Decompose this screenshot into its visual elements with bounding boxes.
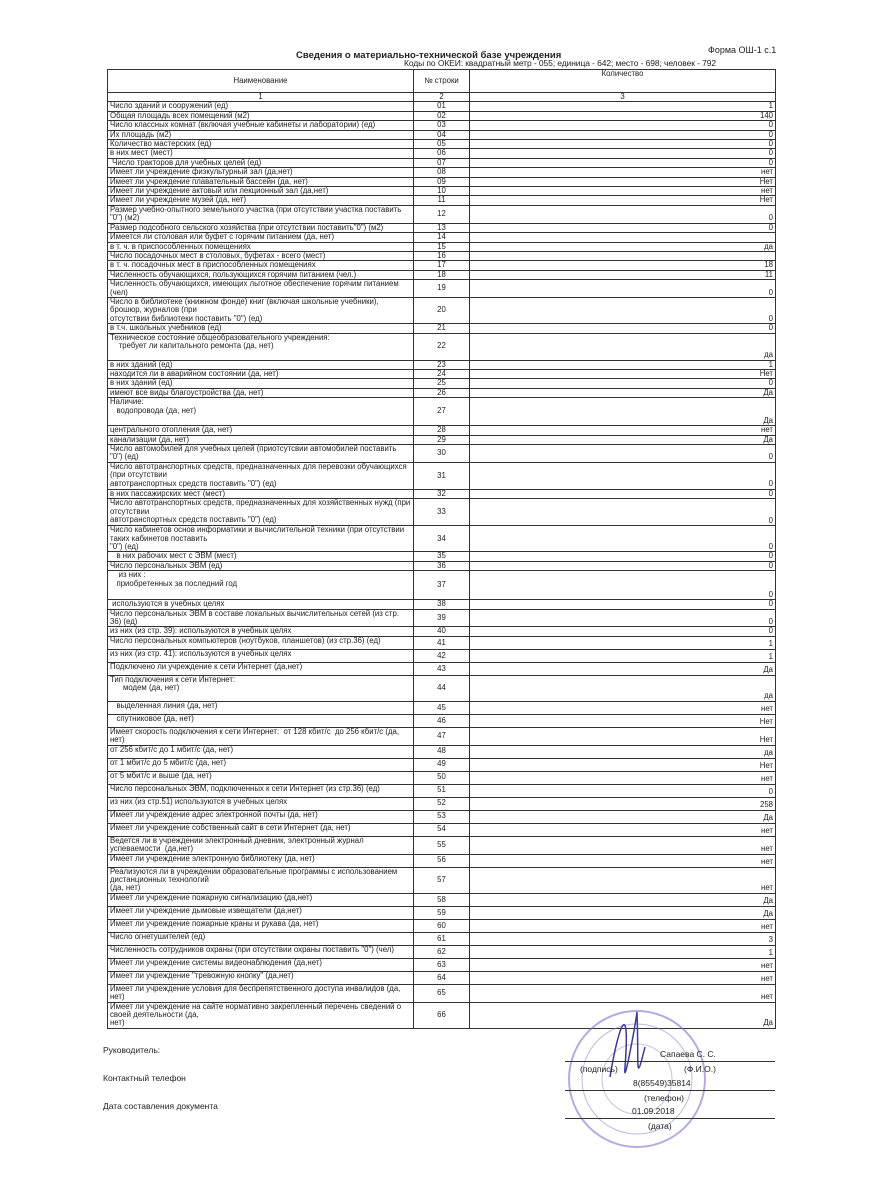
row-number: 20 [414,297,470,323]
signature-caption: (подпись) [580,1063,618,1074]
table-row [108,360,776,369]
table-row [108,388,776,397]
phone-caption: (телефон) [644,1092,685,1103]
row-name: Число зданий и сооружений (ед) [108,102,414,111]
row-number: 45 [414,701,470,714]
table-row [108,280,776,298]
row-name: Число кабинетов основ информатики и вычислительной техники (при отсутствии таких кабинетов поставить "0") (ед) [108,526,414,552]
row-name: Имеет ли учреждение системы видеонаблюдения (да,нет) [108,958,414,971]
row-number: 19 [414,280,470,298]
row-name: Число автомобилей для учебных целей (приотсутсвии автомобилей поставить "0") (ед) [108,445,414,463]
table-row [108,600,776,609]
row-name: Их площадь (м2) [108,130,414,139]
row-value: Нет [470,177,776,186]
row-number: 15 [414,242,470,251]
row-value: нет [470,854,776,867]
row-value: 0 [470,571,776,600]
phone-value: 8(85549)35814 [633,1077,691,1088]
table-row [108,297,776,323]
row-name: центрального отопления (да, нет) [108,426,414,435]
row-name: Имеет ли учреждение плавательный бассейн (да, нет) [108,177,414,186]
row-value: Нет [470,369,776,378]
row-name: из них (из стр. 41): используются в учебных целях [108,649,414,662]
table-row [108,867,776,893]
row-value: 0 [470,149,776,158]
row-value: 18 [470,261,776,270]
row-number: 10 [414,187,470,196]
row-value [470,233,776,242]
row-number: 50 [414,771,470,784]
row-name: в них зданий (ед) [108,379,414,388]
table-row [108,158,776,167]
row-value: 140 [470,111,776,120]
table-row [108,445,776,463]
table-row [108,233,776,242]
table-row [108,102,776,111]
row-number: 22 [414,333,470,360]
row-name: Наличие: водопровода (да, нет) [108,398,414,426]
row-name: Имеет ли учреждение актовый или лекционный зал (да,нет) [108,187,414,196]
row-name: Имеет ли учреждение собственный сайт в сети Интернет (да, нет) [108,823,414,836]
table-row [108,333,776,360]
row-name: Имеет ли учреждение "тревожную кнопку" (да,нет) [108,971,414,984]
row-number: 12 [414,205,470,223]
row-number: 31 [414,462,470,489]
row-number: 36 [414,561,470,570]
row-number: 47 [414,727,470,745]
row-value: Да [470,893,776,906]
row-name: Имеет ли учреждение пожарные краны и рукава (да, нет) [108,919,414,932]
row-name: Число в библиотеке (книжном фонде) книг (включая школьные учебники), брошюр, журналов (при отсутствии библиотеки поставить "0") (ед) [108,297,414,323]
row-number: 56 [414,854,470,867]
table-row [108,462,776,489]
row-value: 0 [470,609,776,627]
table-row [108,836,776,854]
row-value: 11 [470,270,776,279]
row-name: в т. ч. посадочных мест в приспособленных помещениях [108,261,414,270]
row-value: Да [470,388,776,397]
row-name: в них пассажирских мест (мест) [108,489,414,498]
row-name: Число тракторов для учебных целей (ед) [108,158,414,167]
table-row [108,714,776,727]
table-row [108,149,776,158]
row-value: 258 [470,797,776,810]
row-name: Имеет ли учреждение на сайте нормативно закрепленный перечень сведений о своей деятельности (да, нет) [108,1002,414,1028]
material-base-table [107,69,776,1029]
row-name: Количество мастерских (ед) [108,140,414,149]
row-number: 52 [414,797,470,810]
row-name: Имеет ли учреждение адрес электронной почты (да, нет) [108,810,414,823]
table-row [108,140,776,149]
table-row [108,797,776,810]
row-value: Да [470,1002,776,1028]
row-number: 23 [414,360,470,369]
row-number: 63 [414,958,470,971]
row-value [470,251,776,260]
row-value: Да [470,906,776,919]
table-row [108,854,776,867]
table-row [108,499,776,526]
row-value: 0 [470,324,776,333]
row-name: имеют все виды благоустройства (да, нет) [108,388,414,397]
row-number: 40 [414,627,470,636]
row-name: Реализуются ли в учреждении образовательные программы с использованием дистанционных технологий (да, нет) [108,867,414,893]
row-name: выделенная линия (да, нет) [108,701,414,714]
row-name: Число посадочных мест в столовых, буфетах - всего (мест) [108,251,414,260]
row-value: 0 [470,379,776,388]
table-row [108,675,776,701]
table-row [108,435,776,444]
row-value: 0 [470,489,776,498]
row-value: нет [470,187,776,196]
row-number: 60 [414,919,470,932]
table-row [108,945,776,958]
row-number: 29 [414,435,470,444]
row-number: 35 [414,552,470,561]
row-number: 59 [414,906,470,919]
table-row [108,398,776,426]
row-name: Число огнетушителей (ед) [108,932,414,945]
row-name: от 256 кбит/с до 1 мбит/с (да, нет) [108,745,414,758]
table-row [108,727,776,745]
row-number: 41 [414,636,470,649]
row-number: 46 [414,714,470,727]
row-value: да [470,745,776,758]
row-number: 24 [414,369,470,378]
row-name: Размер подсобного сельского хозяйства (при отсутствии поставить"0") (м2) [108,223,414,232]
table-row [108,649,776,662]
row-name: Имеет ли учреждение условия для беспрепятственного доступа инвалидов (да, нет) [108,984,414,1002]
row-value: 1 [470,102,776,111]
row-name: Подключено ли учреждение к сети Интернет (да,нет) [108,662,414,675]
row-name: от 5 мбит/с и выше (да, нет) [108,771,414,784]
row-number: 07 [414,158,470,167]
date-value: 01.09.2018 [632,1105,675,1116]
row-number: 04 [414,130,470,139]
table-row [108,810,776,823]
row-number: 18 [414,270,470,279]
form-code: Форма ОШ-1 с.1 [708,45,777,55]
row-value: Да [470,435,776,444]
row-number: 48 [414,745,470,758]
table-row [108,242,776,251]
row-number: 13 [414,223,470,232]
table-row [108,111,776,120]
row-name: Ведется ли в учреждении электронный дневник, электронный журнал успеваемости (да,нет) [108,836,414,854]
row-value: нет [470,867,776,893]
row-number: 44 [414,675,470,701]
row-value: Нет [470,758,776,771]
table-row [108,261,776,270]
table-row [108,369,776,378]
row-value: да [470,675,776,701]
table-row [108,526,776,552]
row-name: находится ли в аварийном состоянии (да, нет) [108,369,414,378]
table-row [108,426,776,435]
row-value: нет [470,771,776,784]
row-value: 0 [470,561,776,570]
row-name: Численность обучающихся, имеющих льготное обеспечение горячим питанием (чел) [108,280,414,298]
row-number: 38 [414,600,470,609]
row-value: нет [470,168,776,177]
row-value: 0 [470,121,776,130]
row-name: канализации (да, нет) [108,435,414,444]
row-name: Тип подключения к сети Интернет: модем (да, нет) [108,675,414,701]
head-name: Сапаева С. С. [660,1048,716,1059]
table-column-numbers-row [108,93,776,102]
row-number: 64 [414,971,470,984]
row-number: 21 [414,324,470,333]
row-value: нет [470,958,776,971]
table-row [108,636,776,649]
table-row [108,379,776,388]
row-value: 3 [470,932,776,945]
table-row [108,758,776,771]
row-number: 55 [414,836,470,854]
row-name: Число автотранспортных средств, предназначенных для перевозки обучающихся (при отсутствии автотранспортных средств поставить "0") (ед) [108,462,414,489]
table-row [108,919,776,932]
row-number: 42 [414,649,470,662]
table-row [108,932,776,945]
table-row [108,745,776,758]
table-row [108,609,776,627]
row-value: 0 [470,445,776,463]
row-value: 0 [470,600,776,609]
row-name: Имеет ли учреждение пожарную сигнализацию (да,нет) [108,893,414,906]
row-name: в т.ч. школьных учебников (ед) [108,324,414,333]
table-row [108,552,776,561]
row-number: 51 [414,784,470,797]
row-name: Размер учебно-опытного земельного участка (при отсутствии участка поставить "0") (м2) [108,205,414,223]
row-number: 28 [414,426,470,435]
row-name: из них (из стр. 39): используются в учебных целях [108,627,414,636]
row-name: Техническое состояние общеобразовательного учреждения: требует ли капитального ремонта (да, нет) [108,333,414,360]
row-name: в них зданий (ед) [108,360,414,369]
row-number: 58 [414,893,470,906]
row-name: Число классных комнат (включая учебные кабинеты и лаборатории) (ед) [108,121,414,130]
row-number: 26 [414,388,470,397]
row-number: 05 [414,140,470,149]
row-name: Численность сотрудников охраны (при отсутствии охраны поставить "0") (чел) [108,945,414,958]
date-caption: (дата) [648,1120,672,1131]
table-row [108,187,776,196]
table-row [108,971,776,984]
header-row-number: № строки [414,70,470,93]
row-value: нет [470,836,776,854]
table-row [108,177,776,186]
row-name: из них (из стр.51) используются в учебных целях [108,797,414,810]
row-name: в них мест (мест) [108,149,414,158]
row-name: из них : приобретенных за последний год [108,571,414,600]
row-name: Имеет ли учреждение музей (да, нет) [108,196,414,205]
row-value: 0 [470,280,776,298]
row-name: используются в учебных целях [108,600,414,609]
row-value: 1 [470,945,776,958]
row-value: нет [470,919,776,932]
table-row [108,893,776,906]
row-value: 0 [470,130,776,139]
table-row [108,223,776,232]
table-row [108,130,776,139]
row-number: 65 [414,984,470,1002]
row-name: от 1 мбит/с до 5 мбит/с (да, нет) [108,758,414,771]
table-row [108,205,776,223]
table-row [108,168,776,177]
row-number: 30 [414,445,470,463]
row-number: 06 [414,149,470,158]
row-value: да [470,333,776,360]
row-name: Имеется ли столовая или буфет с горячим питанием (да, нет) [108,233,414,242]
row-value: Да [470,810,776,823]
row-value: 0 [470,552,776,561]
row-value: да [470,242,776,251]
row-name: Имеет ли учреждение электронную библиотеку (да, нет) [108,854,414,867]
row-name: Число персональных ЭВМ, подключенных к сети Интернет (из стр.36) (ед) [108,784,414,797]
table-row [108,958,776,971]
row-value: 0 [470,158,776,167]
row-value: 0 [470,205,776,223]
row-name: в т. ч. в приспособленных помещениях [108,242,414,251]
row-name: Число автотранспортных средств, предназначенных для хозяйственных нужд (при отсутствии автотранспортных средств поставить "0") (ед) [108,499,414,526]
row-name: Общая площадь всех помещений (м2) [108,111,414,120]
row-value: 0 [470,526,776,552]
row-value: 1 [470,649,776,662]
row-value: нет [470,701,776,714]
table-row [108,784,776,797]
table-header-row [108,70,776,93]
row-value: Нет [470,196,776,205]
row-number: 14 [414,233,470,242]
row-value: 0 [470,140,776,149]
okei-codes: Коды по ОКЕИ: квадратный метр - 055; единица - 642; место - 698; человек - 792 [404,58,716,68]
row-value: 1 [470,636,776,649]
row-value: 1 [470,360,776,369]
row-number: 49 [414,758,470,771]
row-value: нет [470,971,776,984]
row-value: Да [470,398,776,426]
row-number: 33 [414,499,470,526]
table-row [108,823,776,836]
table-row [108,121,776,130]
table-row [108,701,776,714]
row-number: 57 [414,867,470,893]
row-number: 16 [414,251,470,260]
row-value: 0 [470,223,776,232]
row-name: Число персональных ЭВМ в составе локальных вычислительных сетей (из стр. 36) (ед) [108,609,414,627]
row-number: 11 [414,196,470,205]
row-number: 09 [414,177,470,186]
row-name: Число персональных компьютеров (ноутбуков, планшетов) (из стр.36) (ед) [108,636,414,649]
row-value: нет [470,426,776,435]
row-value: нет [470,984,776,1002]
signature-block [0,1037,872,1137]
row-number: 54 [414,823,470,836]
row-number: 34 [414,526,470,552]
row-number: 08 [414,168,470,177]
row-value: 0 [470,499,776,526]
row-value: Нет [470,727,776,745]
table-row [108,196,776,205]
row-number: 17 [414,261,470,270]
row-value: Да [470,662,776,675]
row-name: Число персональных ЭВМ (ед) [108,561,414,570]
row-number: 43 [414,662,470,675]
row-number: 27 [414,398,470,426]
table-row [108,984,776,1002]
row-number: 01 [414,102,470,111]
table-row [108,270,776,279]
table-row [108,906,776,919]
row-name: Имеет ли учреждение дымовые извещатели (да,нет) [108,906,414,919]
header-quantity: Количество [470,70,776,93]
table-row [108,627,776,636]
row-value: Нет [470,714,776,727]
row-number: 61 [414,932,470,945]
name-caption: (Ф.И.О.) [684,1063,716,1074]
table-row [108,324,776,333]
document-body [103,69,776,1137]
table-row [108,571,776,600]
head-label: Руководитель: [103,1044,161,1055]
table-row [108,771,776,784]
row-value: нет [470,823,776,836]
table-row [108,561,776,570]
row-number: 25 [414,379,470,388]
table-row [108,489,776,498]
table-row [108,662,776,675]
row-number: 32 [414,489,470,498]
date-label: Дата составления документа [103,1100,218,1111]
row-number: 66 [414,1002,470,1028]
document-title: Сведения о материально-технической базе учреждения [296,50,562,61]
row-number: 03 [414,121,470,130]
row-number: 02 [414,111,470,120]
row-name: Численность обучающихся, пользующихся горячим питанием (чел.) [108,270,414,279]
header-name: Наименование [108,70,414,93]
row-number: 39 [414,609,470,627]
row-name: спутниковое (да, нет) [108,714,414,727]
row-number: 62 [414,945,470,958]
phone-label: Контактный телефон [103,1072,186,1083]
column-number-3: 3 [470,93,776,102]
row-name: Имеет скорость подключения к сети Интернет: от 128 кбит/с до 256 кбит/с (да, нет) [108,727,414,745]
row-name: в них рабочих мест с ЭВМ (мест) [108,552,414,561]
row-number: 53 [414,810,470,823]
row-value: 0 [470,784,776,797]
column-number-2: 2 [414,93,470,102]
column-number-1: 1 [108,93,414,102]
row-value: 0 [470,297,776,323]
row-name: Имеет ли учреждение физкультурный зал (да,нет) [108,168,414,177]
row-value: 0 [470,462,776,489]
row-value: 0 [470,627,776,636]
table-row [108,251,776,260]
row-number: 37 [414,571,470,600]
